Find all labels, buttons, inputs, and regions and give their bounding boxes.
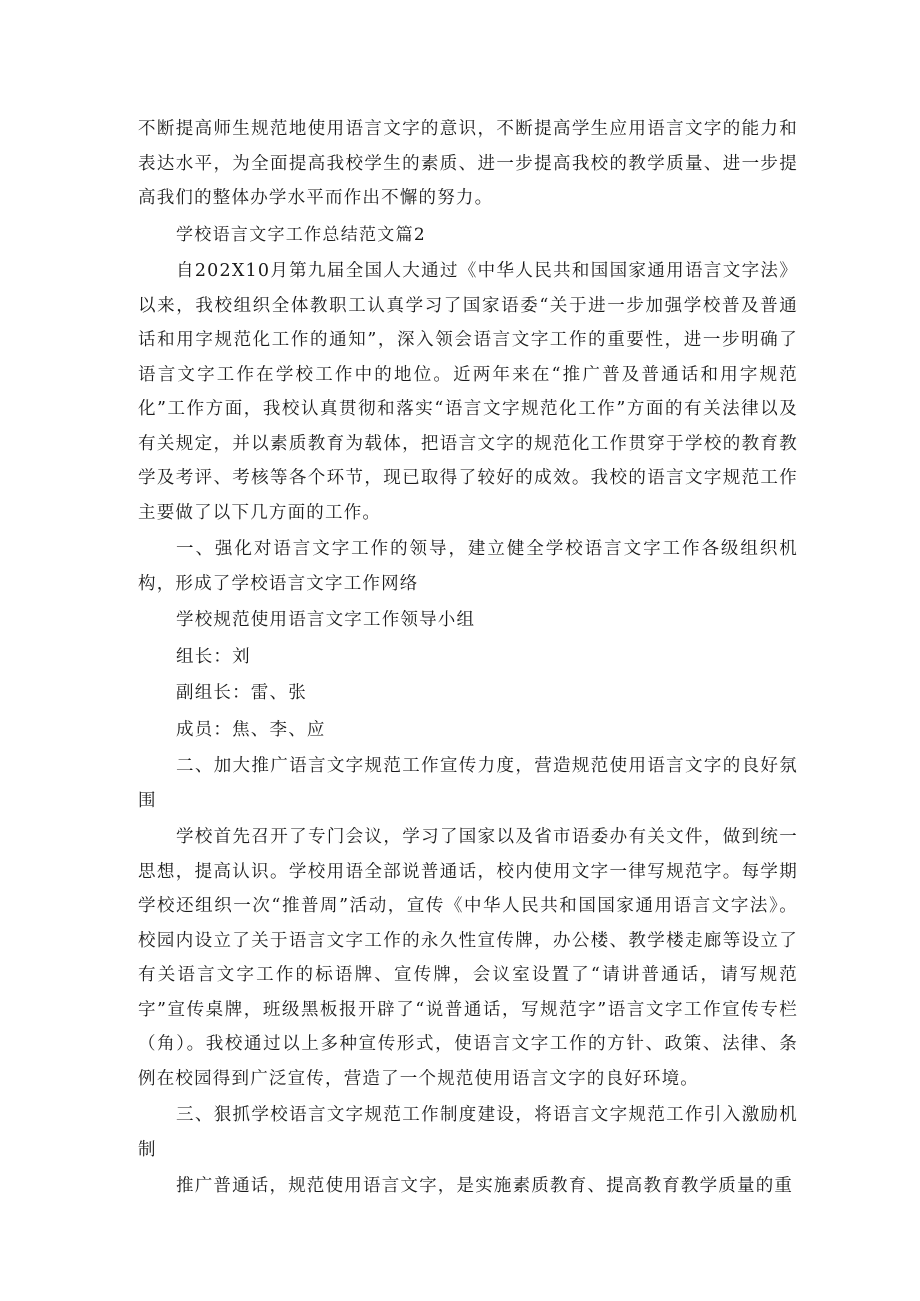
heading-two: 二、加大推广语言文字规范工作宣传力度，营造规范使用语言文字的良好氛围 [138,756,798,811]
document-body [138,112,798,1204]
group-leader: 组长：刘 [176,646,251,667]
section-title: 学校语言文字工作总结范文篇2 [176,224,427,245]
paragraph-continuation: 不断提高师生规范地使用语言文字的意识，不断提高学生应用语言文字的能力和表达水平，为全面提高我校学生的素质、进一步提高我校的教学质量、进一步提高我们的整体办学水平而作出不懈的努力。 [138,119,798,208]
group-title: 学校规范使用语言文字工作领导小组 [176,610,476,630]
paragraph-intro: 自202X10月第九届全国人大通过《中华人民共和国国家通用语言文字法》以来，我校组织全体教职工认真学习了国家语委“关于进一步加强学校普及普通话和用字规范化工作的通知”，深入领会语言文字工作的重要性，进一步明确了语言文字工作在学校工作中的地位。近两年来在“推广普及普通话和用字规范化”工作方面，我校认真贯彻和落实“语言文字规范化工作”方面的有关法律以及有关规定，并以素质教育为载体，把语言文字的规范化工作贯穿于学校的教育教学及考评、考核等各个环节，现已取得了较好的成效。我校的语言文字规范工作主要做了以下几方面的工作。 [138,261,798,523]
group-deputy: 副组长：雷、张 [176,683,307,703]
group-members: 成员：焦、李、应 [176,719,326,740]
paragraph-publicity: 学校首先召开了专门会议，学习了国家以及省市语委办有关文件，做到统一思想，提高认识。学校用语全部说普通话，校内使用文字一律写规范字。每学期学校还组织一次“推普周”活动，宣传《中华人民共和国国家通用语言文字法》。校园内设立了关于语言文字工作的永久性宣传牌，办公楼、教学楼走廊等设立了有关语言文字工作的标语牌、宣传牌，会议室设置了“请讲普通话，请写规范字”宣传桌牌，班级黑板报开辟了“说普通话，写规范字”语言文字工作宣传专栏（角）。我校通过以上多种宣传形式，使语言文字工作的方针、政策、法律、条例在校园得到广泛宣传，营造了一个规范使用语言文字的良好环境。 [138,827,798,1089]
heading-one: 一、强化对语言文字工作的领导，建立健全学校语言文字工作各级组织机构，形成了学校语言文字工作网络 [138,539,798,594]
paragraph-final: 推广普通话，规范使用语言文字，是实施素质教育、提高教育教学质量的重 [176,1176,794,1196]
heading-three: 三、狠抓学校语言文字规范工作制度建设，将语言文字规范工作引入激励机制 [138,1105,798,1160]
